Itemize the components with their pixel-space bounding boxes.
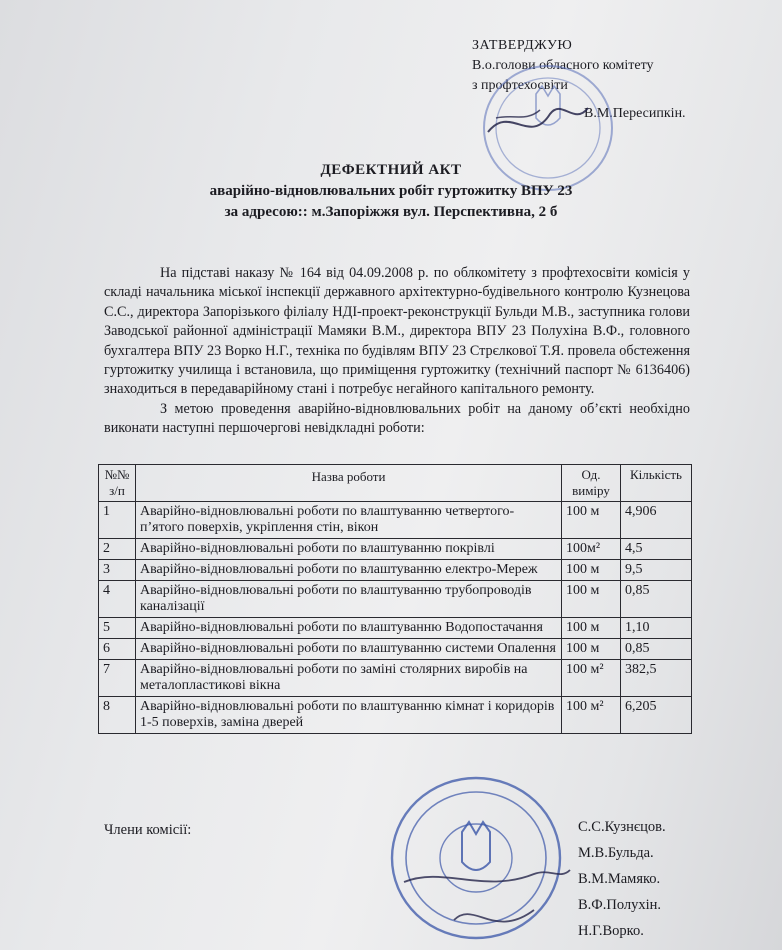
row-qty: 9,5 [621,560,692,581]
table-row [99,560,692,581]
row-name: Аварійно-відновлювальні роботи по влаштуванню покрівлі [136,539,562,560]
row-qty: 4,5 [621,539,692,560]
official-stamp-bottom [384,770,574,946]
row-qty: 0,85 [621,581,692,618]
row-unit: 100 м [562,560,621,581]
row-num: 4 [99,581,136,618]
row-name: Аварійно-відновлювальні роботи по влаштуванню електро-Мереж [136,560,562,581]
row-name: Аварійно-відновлювальні роботи по влаштуванню кімнат і коридорів 1-5 поверхів, заміна дверей [136,697,562,734]
row-unit: 100 м [562,581,621,618]
works-table [98,464,692,734]
row-num: 7 [99,660,136,697]
row-name: Аварійно-відновлювальні роботи по влаштуванню четвертого-п’ятого поверхів, укріплення стін, вікон [136,502,562,539]
title-address: за адресою:: м.Запоріжжя вул. Перспективна, 2 б [224,204,558,220]
approval-signatory: В.М.Пересипкін. [584,106,686,121]
row-qty: 1,10 [621,618,692,639]
table-row [99,660,692,697]
row-qty: 6,205 [621,697,692,734]
row-unit: 100м² [562,539,621,560]
row-qty: 4,906 [621,502,692,539]
row-unit: 100 м² [562,697,621,734]
approval-heading: ЗАТВЕРДЖУЮ [472,38,573,53]
row-num: 5 [99,618,136,639]
member-4: В.Ф.Полухін. [578,897,662,913]
table-row [99,581,692,618]
table-row [99,539,692,560]
header-qty: Кількість [621,465,692,502]
row-name: Аварійно-відновлювальні роботи по заміні столярних виробів на металопластикові вікна [136,660,562,697]
row-unit: 100 м [562,639,621,660]
table-row [99,639,692,660]
approval-position: В.о.голови обласного комітету [472,58,654,73]
row-name: Аварійно-відновлювальні роботи по влаштуванню системи Опалення [136,639,562,660]
body-paragraph-2: З метою проведення аварійно-відновлювальних робіт на даному об’єкті необхідно виконати наступні першочергові невідкладні роботи: [104,400,690,437]
row-unit: 100 м² [562,660,621,697]
member-5: Н.Г.Ворко. [578,923,644,939]
table-row [99,502,692,539]
header-num: №№ з/п [99,465,136,502]
row-name: Аварійно-відновлювальні роботи по влаштуванню Водопостачання [136,618,562,639]
member-1: С.С.Кузнєцов. [578,819,666,835]
document-body [104,264,690,439]
member-3: В.М.Мамяко. [578,871,661,887]
row-num: 6 [99,639,136,660]
row-qty: 0,85 [621,639,692,660]
members-list [578,814,666,944]
members-label: Члени комісії: [104,822,192,838]
title-subject: аварійно-відновлювальних робіт гуртожитку ВПУ 23 [209,183,573,199]
row-name: Аварійно-відновлювальні роботи по влаштуванню трубопроводів каналізації [136,581,562,618]
row-num: 2 [99,539,136,560]
row-unit: 100 м [562,502,621,539]
header-name: Назва роботи [136,465,562,502]
table-header-row [99,465,692,502]
body-paragraph-1: На підставі наказу № 164 від 04.09.2008 р. по облкомітету з профтехосвіти комісія у складі начальника міської інспекції державного архітектурно-будівельного контролю Кузнецова С.С., директора Запорізького філіалу НДІ-проект-реконструкції Бульди М.В., заступника голови Заводської районної адміністрації Мамяки В.М., директора ВПУ 23 Полухіна В.Ф., головного бухгалтера ВПУ 23 Ворко Н.Г., техніка по будівлям ВПУ 23 Стрєлкової Т.Я. провела обстеження гуртожитку училища і встановила, що приміщення гуртожитку (технічний паспорт № 6136406) знаходиться в передаварійному стані і потребує негайного капітального ремонту. [104,265,690,398]
row-num: 1 [99,502,136,539]
row-qty: 382,5 [621,660,692,697]
member-2: М.В.Бульда. [578,845,654,861]
approval-committee: з профтехосвіти [472,78,568,93]
header-unit: Од. виміру [562,465,621,502]
table-row [99,618,692,639]
table-row [99,697,692,734]
document-title [0,160,782,223]
row-num: 8 [99,697,136,734]
row-num: 3 [99,560,136,581]
title-heading: ДЕФЕКТНИЙ АКТ [320,162,462,178]
row-unit: 100 м [562,618,621,639]
